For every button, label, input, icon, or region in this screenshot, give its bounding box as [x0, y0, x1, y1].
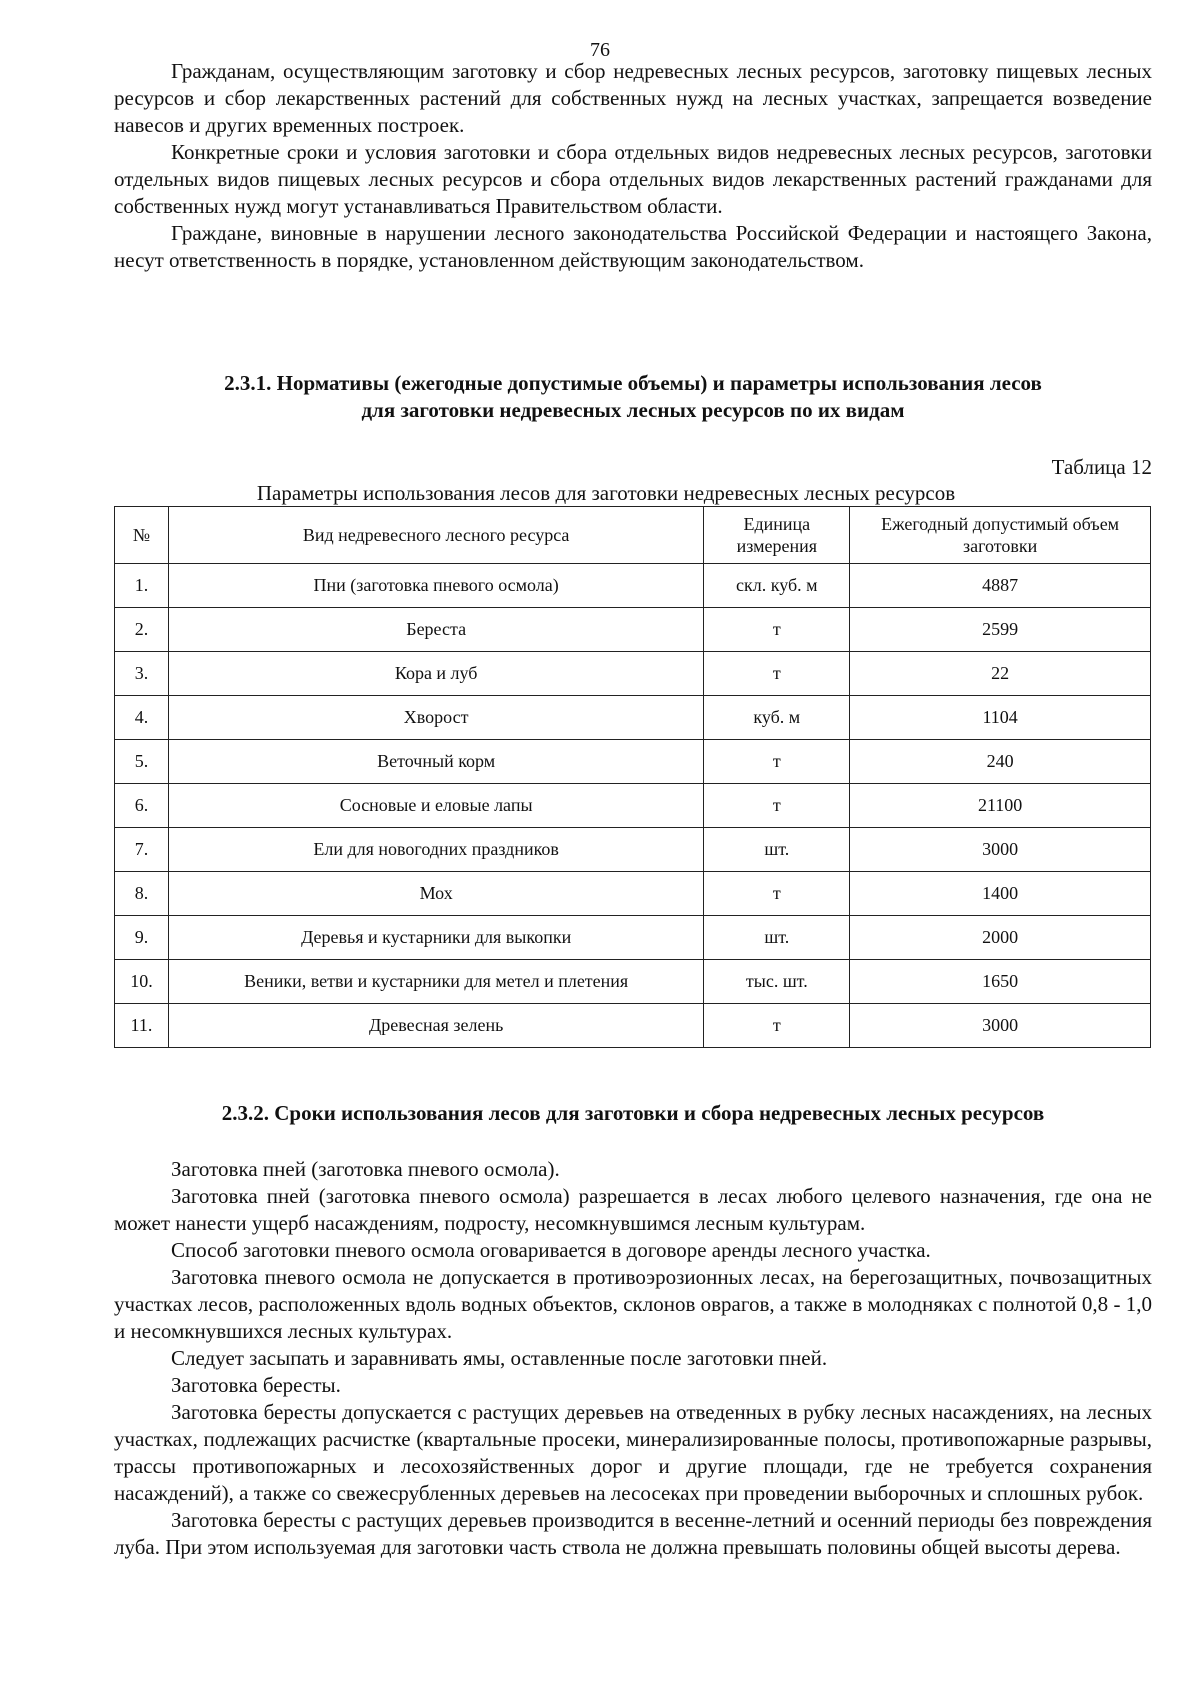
cell-volume: 3000: [850, 828, 1151, 872]
cell-resource: Кора и луб: [168, 652, 703, 696]
cell-volume: 1104: [850, 696, 1151, 740]
cell-unit: тыс. шт.: [704, 960, 850, 1004]
cell-resource: Береста: [168, 608, 703, 652]
cell-volume: 1400: [850, 872, 1151, 916]
section-heading-2-3-2: 2.3.2. Сроки использования лесов для заготовки и сбора недревесных лесных ресурсов: [221, 1101, 1045, 1125]
cell-unit: шт.: [704, 916, 850, 960]
cell-volume: 21100: [850, 784, 1151, 828]
paragraph: Заготовка пневого осмола не допускается в противоэрозионных лесах, на берегозащитных, почвозащитных участках лесов, расположенных вдоль водных объектов, склонов оврагов, а также в молодняках с полнотой 0,8 - 1,0 и несомкнувшихся лесных культурах.: [114, 1265, 1152, 1343]
cell-resource: Веники, ветви и кустарники для метел и плетения: [168, 960, 703, 1004]
table-row: [115, 828, 1151, 872]
cell-num: 9.: [115, 916, 169, 960]
paragraph: Заготовка пней (заготовка пневого осмола).: [171, 1157, 560, 1181]
cell-resource: Пни (заготовка пневого осмола): [168, 564, 703, 608]
cell-resource: Сосновые и еловые лапы: [168, 784, 703, 828]
table-row: [115, 564, 1151, 608]
cell-num: 8.: [115, 872, 169, 916]
paragraph: Заготовка бересты допускается с растущих деревьев на отведенных в рубку лесных насаждениях, на лесных участках, подлежащих расчистке (квартальные просеки, минерализированные полосы, противопожарные разрывы, трассы противопожарных и лесохозяйственных дорог и другие площади, где не требуется сохранения насаждений), а также со свежесрубленных деревьев на лесосеках при проведении выборочных и сплошных рубок.: [114, 1400, 1152, 1505]
header-volume: Ежегодный допустимый объем заготовки: [850, 507, 1151, 564]
cell-volume: 240: [850, 740, 1151, 784]
page-number: 76: [590, 39, 610, 61]
cell-unit: скл. куб. м: [704, 564, 850, 608]
cell-num: 11.: [115, 1004, 169, 1048]
cell-unit: т: [704, 1004, 850, 1048]
resources-table: [114, 506, 1151, 1048]
cell-unit: т: [704, 740, 850, 784]
section-heading-2-3-1: [114, 370, 1152, 424]
paragraph: Заготовка пней (заготовка пневого осмола) разрешается в лесах любого целевого назначения, где она не может нанести ущерб насаждениям, подросту, несомкнувшимся лесным культурам.: [114, 1184, 1152, 1235]
cell-volume: 4887: [850, 564, 1151, 608]
table-row: [115, 784, 1151, 828]
cell-resource: Древесная зелень: [168, 1004, 703, 1048]
table-header-row: [115, 507, 1151, 564]
cell-unit: т: [704, 652, 850, 696]
cell-resource: Деревья и кустарники для выкопки: [168, 916, 703, 960]
table-row: [115, 740, 1151, 784]
cell-volume: 1650: [850, 960, 1151, 1004]
table-row: [115, 960, 1151, 1004]
cell-volume: 3000: [850, 1004, 1151, 1048]
cell-num: 2.: [115, 608, 169, 652]
paragraph: Заготовка бересты с растущих деревьев производится в весенне-летний и осенний периоды без повреждения луба. При этом используемая для заготовки часть ствола не должна превышать половины общей высоты дерева.: [114, 1508, 1152, 1559]
cell-volume: 22: [850, 652, 1151, 696]
paragraph: Гражданам, осуществляющим заготовку и сбор недревесных лесных ресурсов, заготовку пищевых лесных ресурсов и сбор лекарственных растений для собственных нужд на лесных участках, запрещается возведение навесов и других временных построек.: [114, 59, 1152, 137]
header-num: №: [115, 507, 169, 564]
header-unit: Единица измерения: [704, 507, 850, 564]
cell-unit: т: [704, 608, 850, 652]
table-row: [115, 1004, 1151, 1048]
header-resource: Вид недревесного лесного ресурса: [168, 507, 703, 564]
heading-line: 2.3.1. Нормативы (ежегодные допустимые объемы) и параметры использования лесов: [224, 371, 1042, 395]
cell-unit: шт.: [704, 828, 850, 872]
cell-resource: Хворост: [168, 696, 703, 740]
cell-unit: т: [704, 872, 850, 916]
paragraph: Заготовка бересты.: [171, 1373, 341, 1397]
table-row: [115, 608, 1151, 652]
cell-volume: 2000: [850, 916, 1151, 960]
cell-resource: Ели для новогодних праздников: [168, 828, 703, 872]
cell-num: 4.: [115, 696, 169, 740]
cell-unit: куб. м: [704, 696, 850, 740]
cell-num: 1.: [115, 564, 169, 608]
table-caption: Параметры использования лесов для заготовки недревесных лесных ресурсов: [256, 481, 956, 505]
cell-num: 5.: [115, 740, 169, 784]
table-number: Таблица 12: [1051, 455, 1152, 479]
cell-num: 10.: [115, 960, 169, 1004]
cell-num: 6.: [115, 784, 169, 828]
paragraph: Следует засыпать и заравнивать ямы, оставленные после заготовки пней.: [171, 1346, 828, 1370]
paragraph: Способ заготовки пневого осмола оговаривается в договоре аренды лесного участка.: [171, 1238, 931, 1262]
table-row: [115, 872, 1151, 916]
paragraph: Конкретные сроки и условия заготовки и сбора отдельных видов недревесных лесных ресурсов, заготовки отдельных видов пищевых лесных ресурсов и сбора отдельных видов лекарственных растений гражданами для собственных нужд могут устанавливаться Правительством области.: [114, 140, 1152, 218]
cell-num: 7.: [115, 828, 169, 872]
intro-text: [114, 58, 1152, 274]
table-row: [115, 652, 1151, 696]
heading-line: для заготовки недревесных лесных ресурсов по их видам: [361, 398, 905, 422]
cell-num: 3.: [115, 652, 169, 696]
paragraph: Граждане, виновные в нарушении лесного законодательства Российской Федерации и настоящего Закона, несут ответственность в порядке, установленном действующим законодательством.: [114, 221, 1152, 272]
section-2-3-2-text: [114, 1156, 1152, 1561]
cell-unit: т: [704, 784, 850, 828]
cell-resource: Мох: [168, 872, 703, 916]
cell-resource: Веточный корм: [168, 740, 703, 784]
table-row: [115, 916, 1151, 960]
table-row: [115, 696, 1151, 740]
cell-volume: 2599: [850, 608, 1151, 652]
